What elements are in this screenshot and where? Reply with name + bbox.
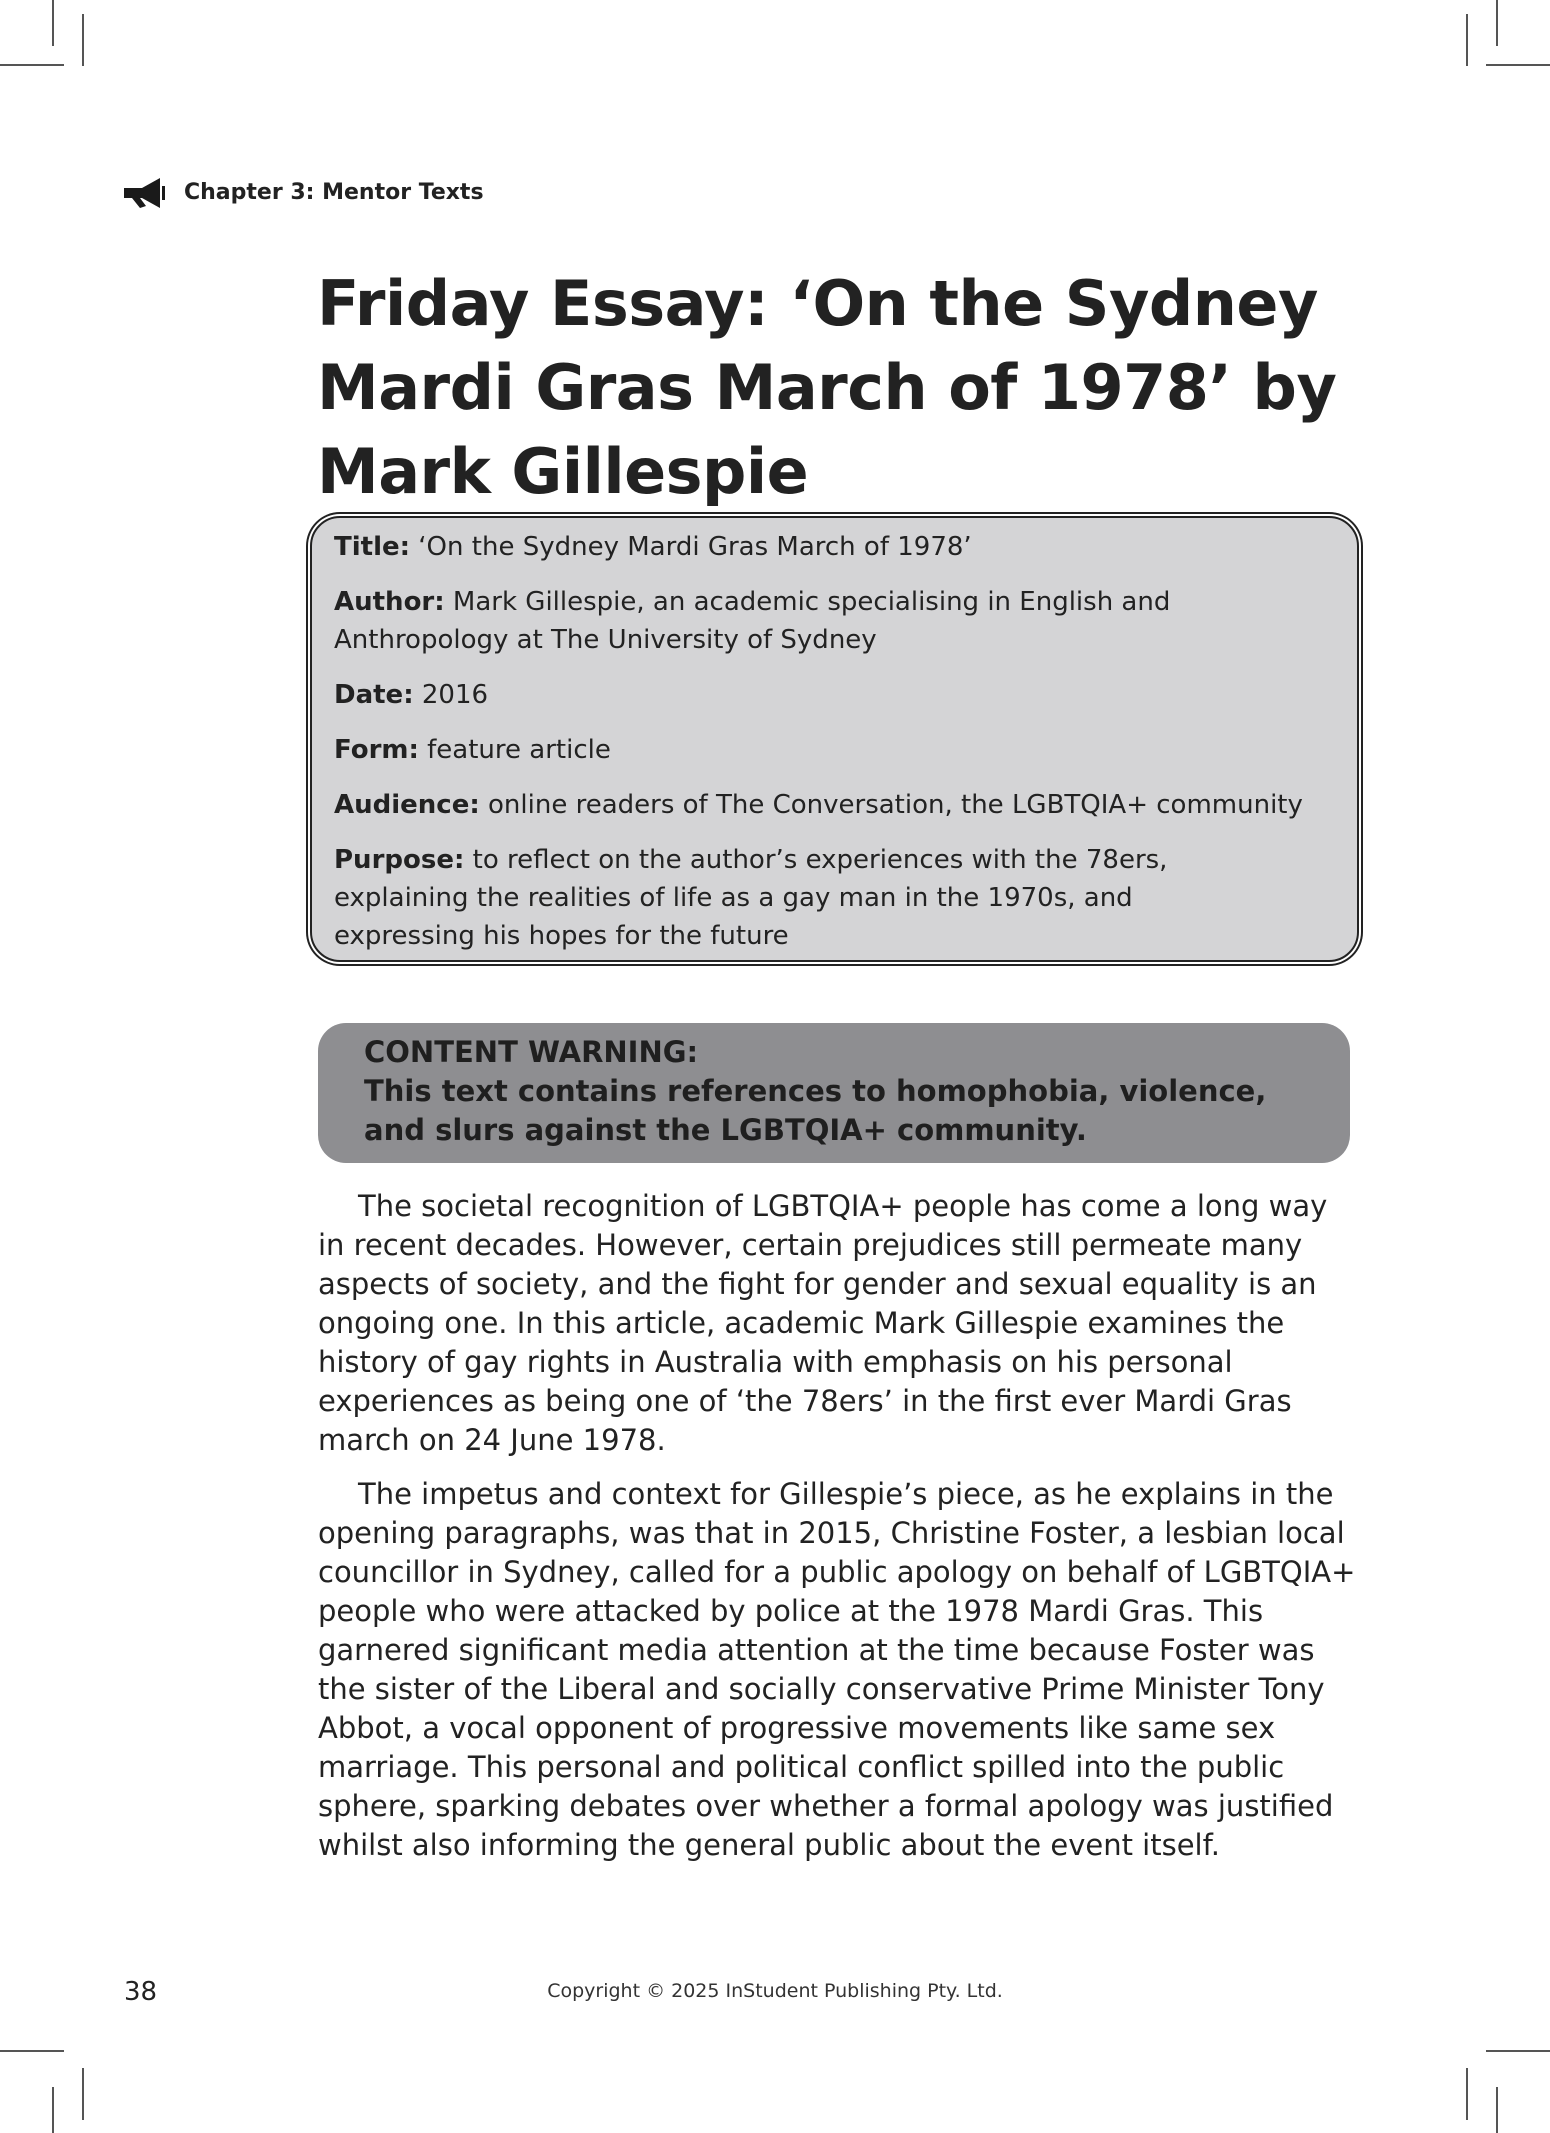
crop-mark (1486, 2050, 1550, 2052)
content-warning-text: This text contains references to homophobia, violence, and slurs against the LGBTQIA+ community. (364, 1074, 1267, 1147)
crop-mark (82, 2068, 84, 2120)
crop-mark (52, 0, 54, 46)
page-title: Friday Essay: ‘On the Sydney Mardi Gras March of 1978’ by Mark Gillespie (317, 267, 1337, 508)
copyright-notice: Copyright © 2025 InStudent Publishing Pty. Ltd. (547, 1980, 1003, 2002)
crop-mark (1466, 14, 1468, 66)
text-info-box (310, 516, 1359, 962)
crop-mark (82, 14, 84, 66)
info-row-author: Author: Mark Gillespie, an academic specialising in English and Anthropology at The University of Sydney (334, 587, 1171, 655)
crop-mark (52, 2087, 54, 2133)
info-row-date: Date: 2016 (334, 680, 489, 710)
crop-mark (0, 64, 64, 66)
crop-mark (1496, 0, 1498, 46)
body-text (318, 1187, 1358, 1880)
crop-mark (1496, 2087, 1498, 2133)
info-row-purpose: Purpose: to reflect on the author’s experiences with the 78ers, explaining the realities of life as a gay man in the 1970s, and expressing his hopes for the future (334, 845, 1168, 951)
paragraph: The societal recognition of LGBTQIA+ people has come a long way in recent decades. However, certain prejudices still permeate many aspects of society, and the fight for gender and sexual equality is an ongoing one. In this article, academic Mark Gillespie examines the history of gay rights in Australia with emphasis on his personal experiences as being one of ‘the 78ers’ in the first ever Mardi Gras march on 24 June 1978. (318, 1189, 1328, 1457)
info-row-audience: Audience: online readers of The Conversation, the LGBTQIA+ community (334, 790, 1303, 820)
chapter-header (120, 172, 484, 212)
megaphone-icon (120, 172, 166, 212)
info-row-form: Form: feature article (334, 735, 611, 765)
paragraph: The impetus and context for Gillespie’s piece, as he explains in the opening paragraphs, was that in 2015, Christine Foster, a lesbian local councillor in Sydney, called for a public apology on behalf of LGBTQIA+ people who were attacked by police at the 1978 Mardi Gras. This garnered significant media attention at the time because Foster was the sister of the Liberal and socially conservative Prime Minister Tony Abbot, a vocal opponent of progressive movements like same sex marriage. This personal and political conflict spilled into the public sphere, sparking debates over whether a formal apology was justified whilst also informing the general public about the event itself. (318, 1477, 1356, 1862)
info-row-title: Title: ‘On the Sydney Mardi Gras March of 1978’ (334, 532, 972, 562)
content-warning-box (318, 1023, 1350, 1163)
content-warning-heading: CONTENT WARNING: (364, 1035, 699, 1069)
chapter-label: Chapter 3: Mentor Texts (184, 179, 484, 205)
page-number: 38 (124, 1977, 158, 2007)
crop-mark (1486, 64, 1550, 66)
crop-mark (0, 2050, 64, 2052)
crop-mark (1466, 2068, 1468, 2120)
